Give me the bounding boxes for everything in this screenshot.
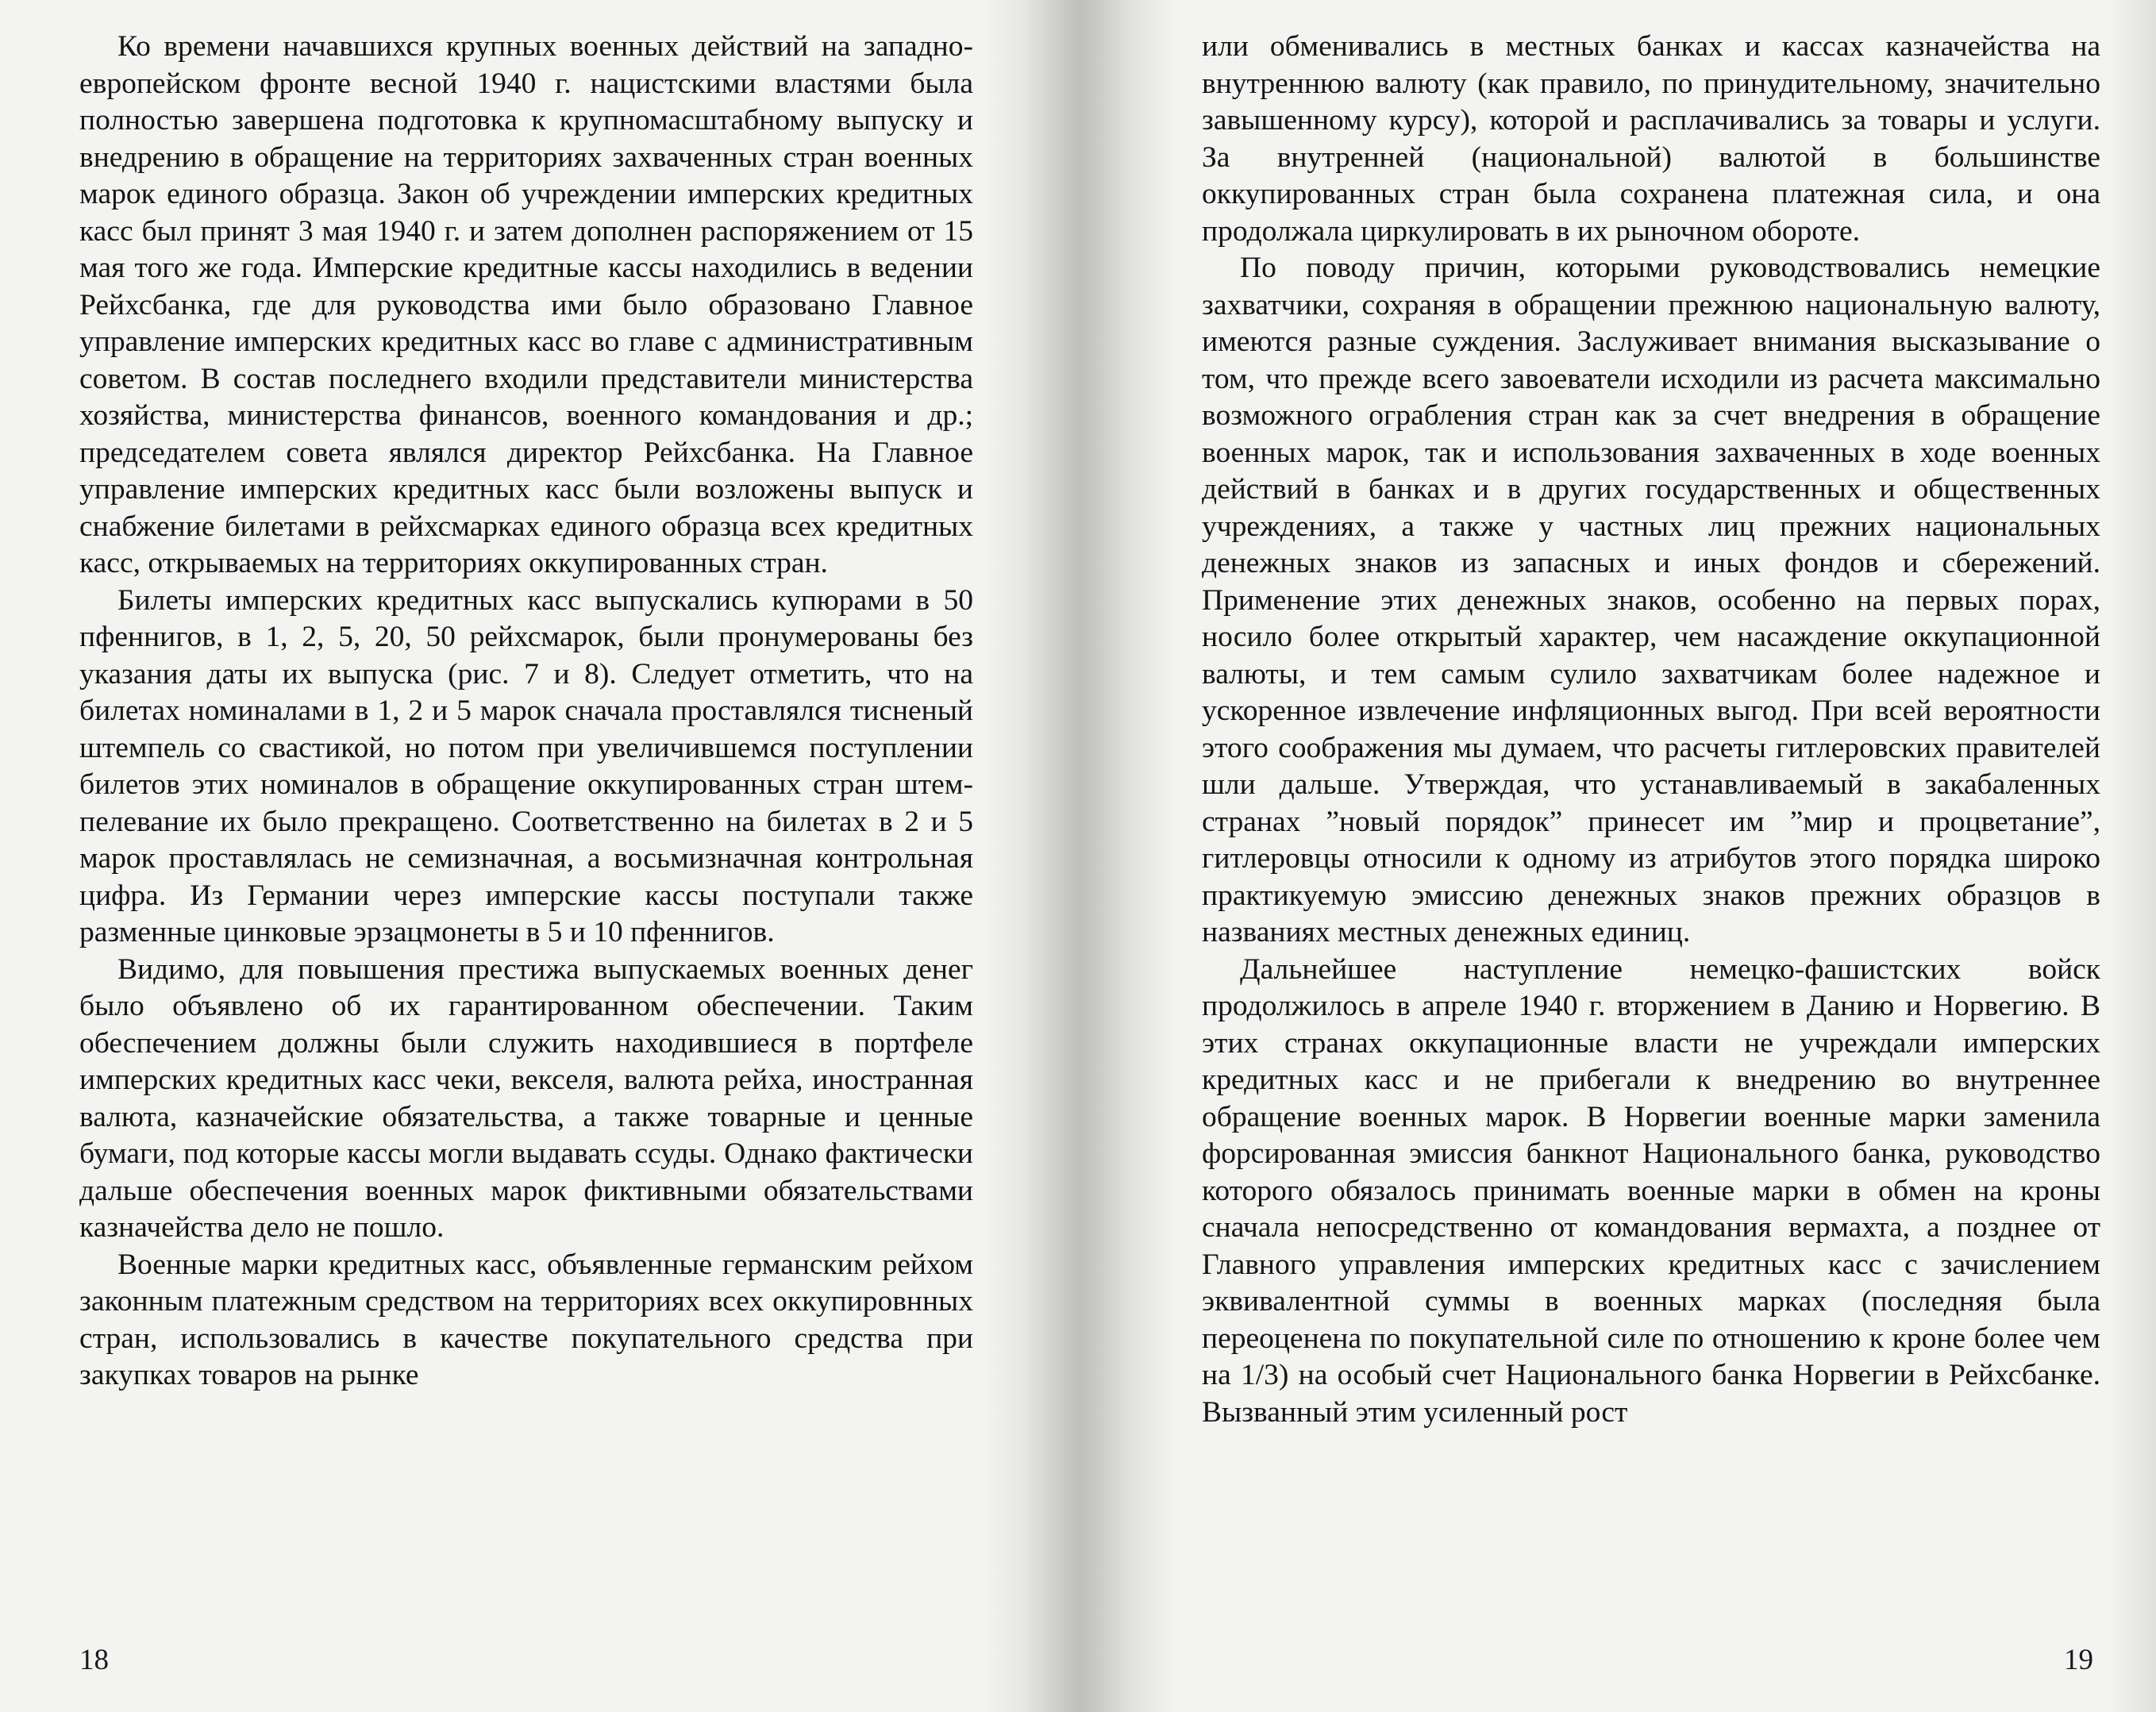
- paragraph: Военные марки кредитных касс, объявленные германским рейхом законным платежным средством на территориях всех оккупировнных стран, использовались в качестве покупательного средства при закупках товаров на рынке: [79, 1248, 973, 1391]
- left-page: [79, 29, 973, 1648]
- paragraph: Дальнейшее наступление немецко-фашистских войск продолжилось в апреле 1940 г. вторжением в Данию и Норвегию. В этих странах оккупационные власти не учреждали имперских кредитных касс и не прибегали к внедрению во внутреннее обращение военных марок. В Норвегии военные марки заменила форсированная эмиссия банкнот Национального банка, руководство которого обязалось принимать военные марки в обмен на кроны сначала непосредственно от командования вермахта, а позднее от Главного управления имперских кредитных касс с зачислением эквивалентной суммы в военных марках (последняя была переоценена по покупательной силе по отношению к кроне более чем на 1/3) на особый счет Национального банка Норвегии в Рейхсбанке. Вызванный этим усиленный рост: [1202, 952, 2100, 1429]
- paragraph: Видимо, для повышения престижа выпускаемых военных денег было объявлено об их гарантированном обеспечении. Таким обеспечением должны были служить находившиеся в портфеле имперских кредитных касс чеки, векселя, валюта рейха, иностранная валюта, казначейские обязательства, а также товарные и ценные бумаги, под которые кассы могли выдавать ссуды. Однако фактически дальше обеспечения военных марок фиктивными обязательствами казначейства дело не пошло.: [79, 952, 973, 1244]
- book-gutter-shadow: [984, 0, 1175, 1712]
- page-number-right: 19: [2064, 1644, 2093, 1676]
- paragraph: Ко времени начавшихся крупных военных действий на западно-европейском фронте весной 1940 г. нацистскими властями была полностью завершена подготовка к крупномасштабному выпуску и внедрению в обращение на территориях захваченных стран военных марок единого образца. Закон об учреждении имперских кредитных касс был принят 3 мая 1940 г. и затем дополнен распоряжением от 15 мая того же года. Имперские кредитные кассы находились в ведении Рейхсбанка, где для руководства ими было образовано Главное управление имперских кредитных касс во главе с административным советом. В состав последнего входили представители министерства хозяйства, министерства финансов, военного командования и др.; председателем совета являлся директор Рейхсбанка. На Главное управление имперских кредитных касс были возложены выпуск и снабжение билетами в рейхсмарках единого образца всех кредитных касс, открываемых на территориях оккупированных стран.: [79, 30, 973, 579]
- paragraph: По поводу причин, которыми руководствовались немецкие захватчики, сохраняя в обращении прежнюю национальную валюту, имеются разные суждения. Заслуживает внимания высказывание о том, что прежде всего завоеватели исходили из расчета максимально возможного ограбления стран как за счет внедрения в обращение военных марок, так и использования захваченных в ходе военных действий в банках и в других государственных и общественных учреждениях, а также у частных лиц прежних национальных денежных знаков из запасных и иных фондов и сбережений. Применение этих денежных знаков, особенно на первых порах, носило более открытый характер, чем насаждение оккупационной валюты, и тем самым сулило захватчикам более надежное и ускоренное извлечение инфляционных выгод. При всей вероятности этого соображения мы думаем, что расчеты гитлеровских правителей шли дальше. Утверждая, что устанавливаемый в закабаленных странах ”новый порядок” принесет им ”мир и процветание”, гитлеровцы относили к одному из атрибутов этого порядка широко практикуемую эмиссию денежных знаков прежних образцов в названиях местных денежных единиц.: [1202, 252, 2100, 948]
- page-number-left: 18: [79, 1644, 109, 1676]
- paragraph: Билеты имперских кредитных касс выпускались купюрами в 50 пфеннигов, в 1, 2, 5, 20, 50 рейхсмарок, были пронумерованы без указания даты их выпуска (рис. 7 и 8). Следует отметить, что на билетах номиналами в 1, 2 и 5 марок сначала проставлялся тисненый штемпель со свастикой, но потом при увеличившемся поступлении билетов этих номиналов в обращение оккупированных стран штемпелевание их было прекращено. Соответственно на билетах в 2 и 5 марок проставлялась не семизначная, а восьмизначная контрольная цифра. Из Германии через имперские кассы поступали также разменные цинковые эрзацмонеты в 5 и 10 пфеннигов.: [79, 583, 973, 948]
- right-page: [1202, 29, 2100, 1648]
- paragraph-continuation: или обменивались в местных банках и кассах казначейства на внутреннюю валюту (как правило, по принудительному, значительно завышенному курсу), которой и расплачивались за товары и услуги. За внутренней (национальной) валютой в большинстве оккупированных стран была сохранена платежная сила, и она продолжала циркулировать в их рыночном обороте.: [1202, 30, 2100, 248]
- page-edge-shadow: [2108, 0, 2156, 1712]
